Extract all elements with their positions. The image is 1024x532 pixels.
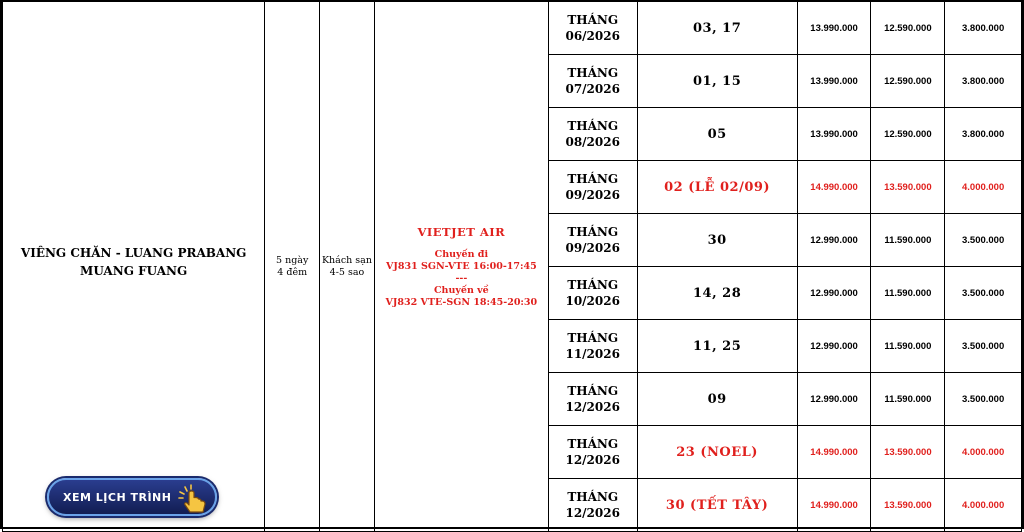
month-cell <box>548 108 637 161</box>
route-cell <box>3 2 265 532</box>
price-adult-cell: 12.990.000 <box>797 214 871 267</box>
month-cell <box>548 214 637 267</box>
price-child-cell: 13.590.000 <box>871 426 945 479</box>
price-adult-cell: 13.990.000 <box>797 2 871 55</box>
return-flight: VJ832 VTE-SGN 18:45-20:30 <box>385 296 538 308</box>
departure-dates-cell: 30 (TẾT TÂY) <box>637 479 797 532</box>
month-label: THÁNG <box>567 331 619 345</box>
month-cell <box>548 2 637 55</box>
price-child-cell: 11.590.000 <box>871 373 945 426</box>
month-value: 10/2026 <box>565 294 620 308</box>
price-child-cell: 11.590.000 <box>871 214 945 267</box>
outbound-flight: VJ831 SGN-VTE 16:00-17:45 <box>385 260 537 272</box>
month-label: THÁNG <box>567 278 619 292</box>
duration-nights: 4 đêm <box>277 266 308 278</box>
route-line-2: MUANG FUANG <box>80 263 188 278</box>
surcharge-cell: 4.000.000 <box>945 161 1022 214</box>
month-value: 12/2026 <box>565 400 620 414</box>
month-label: THÁNG <box>567 225 619 239</box>
duration-cell <box>265 2 320 532</box>
month-value: 09/2026 <box>565 241 620 255</box>
view-itinerary-button[interactable] <box>47 478 217 516</box>
month-label: THÁNG <box>567 66 619 80</box>
surcharge-cell: 3.500.000 <box>945 373 1022 426</box>
price-adult-cell: 14.990.000 <box>797 426 871 479</box>
month-cell <box>548 161 637 214</box>
departure-dates-cell: 11, 25 <box>637 320 797 373</box>
price-child-cell: 13.590.000 <box>871 479 945 532</box>
hotel-stars: 4-5 sao <box>329 266 365 278</box>
price-adult-cell: 14.990.000 <box>797 161 871 214</box>
surcharge-cell: 3.800.000 <box>945 55 1022 108</box>
departure-dates-cell: 23 (NOEL) <box>637 426 797 479</box>
price-adult-cell: 14.990.000 <box>797 479 871 532</box>
price-child-cell: 12.590.000 <box>871 55 945 108</box>
month-cell <box>548 479 637 532</box>
airline-name: VIETJET AIR <box>417 224 506 239</box>
duration-days: 5 ngày <box>276 254 309 266</box>
departure-dates-cell: 14, 28 <box>637 267 797 320</box>
month-label: THÁNG <box>567 384 619 398</box>
price-adult-cell: 12.990.000 <box>797 320 871 373</box>
outbound-label: Chuyến đi <box>434 248 489 260</box>
price-adult-cell: 12.990.000 <box>797 267 871 320</box>
month-value: 08/2026 <box>565 135 620 149</box>
month-cell <box>548 320 637 373</box>
month-cell <box>548 267 637 320</box>
surcharge-cell: 3.800.000 <box>945 2 1022 55</box>
route-line-1: VIÊNG CHĂN - LUANG PRABANG <box>20 245 247 260</box>
departure-dates-cell: 03, 17 <box>637 2 797 55</box>
hotel-label: Khách sạn <box>321 254 372 266</box>
hotel-cell <box>320 2 375 532</box>
month-value: 12/2026 <box>565 506 620 520</box>
surcharge-cell: 3.500.000 <box>945 267 1022 320</box>
flight-cell <box>374 2 548 532</box>
month-label: THÁNG <box>567 119 619 133</box>
month-value: 07/2026 <box>565 82 620 96</box>
departure-dates-cell: 02 (LỄ 02/09) <box>637 161 797 214</box>
price-child-cell: 12.590.000 <box>871 2 945 55</box>
departure-dates-cell: 09 <box>637 373 797 426</box>
tour-price-table <box>2 1 1022 532</box>
flight-separator: --- <box>455 272 468 284</box>
table-row <box>3 2 1022 55</box>
month-label: THÁNG <box>567 172 619 186</box>
surcharge-cell: 3.500.000 <box>945 320 1022 373</box>
tour-table-body <box>3 2 1022 532</box>
return-label: Chuyến về <box>434 284 489 296</box>
pointer-hand-click-icon <box>177 483 211 515</box>
month-label: THÁNG <box>567 13 619 27</box>
month-cell <box>548 426 637 479</box>
price-child-cell: 12.590.000 <box>871 108 945 161</box>
price-adult-cell: 13.990.000 <box>797 55 871 108</box>
view-itinerary-label: XEM LỊCH TRÌNH <box>63 490 172 504</box>
month-value: 06/2026 <box>565 29 620 43</box>
surcharge-cell: 4.000.000 <box>945 426 1022 479</box>
month-cell <box>548 373 637 426</box>
price-child-cell: 13.590.000 <box>871 161 945 214</box>
month-value: 12/2026 <box>565 453 620 467</box>
surcharge-cell: 4.000.000 <box>945 479 1022 532</box>
departure-dates-cell: 01, 15 <box>637 55 797 108</box>
departure-dates-cell: 05 <box>637 108 797 161</box>
departure-dates-cell: 30 <box>637 214 797 267</box>
month-cell <box>548 55 637 108</box>
price-adult-cell: 12.990.000 <box>797 373 871 426</box>
month-value: 11/2026 <box>565 347 620 361</box>
surcharge-cell: 3.800.000 <box>945 108 1022 161</box>
month-value: 09/2026 <box>565 188 620 202</box>
month-label: THÁNG <box>567 437 619 451</box>
month-label: THÁNG <box>567 490 619 504</box>
surcharge-cell: 3.500.000 <box>945 214 1022 267</box>
price-child-cell: 11.590.000 <box>871 320 945 373</box>
price-child-cell: 11.590.000 <box>871 267 945 320</box>
price-adult-cell: 13.990.000 <box>797 108 871 161</box>
